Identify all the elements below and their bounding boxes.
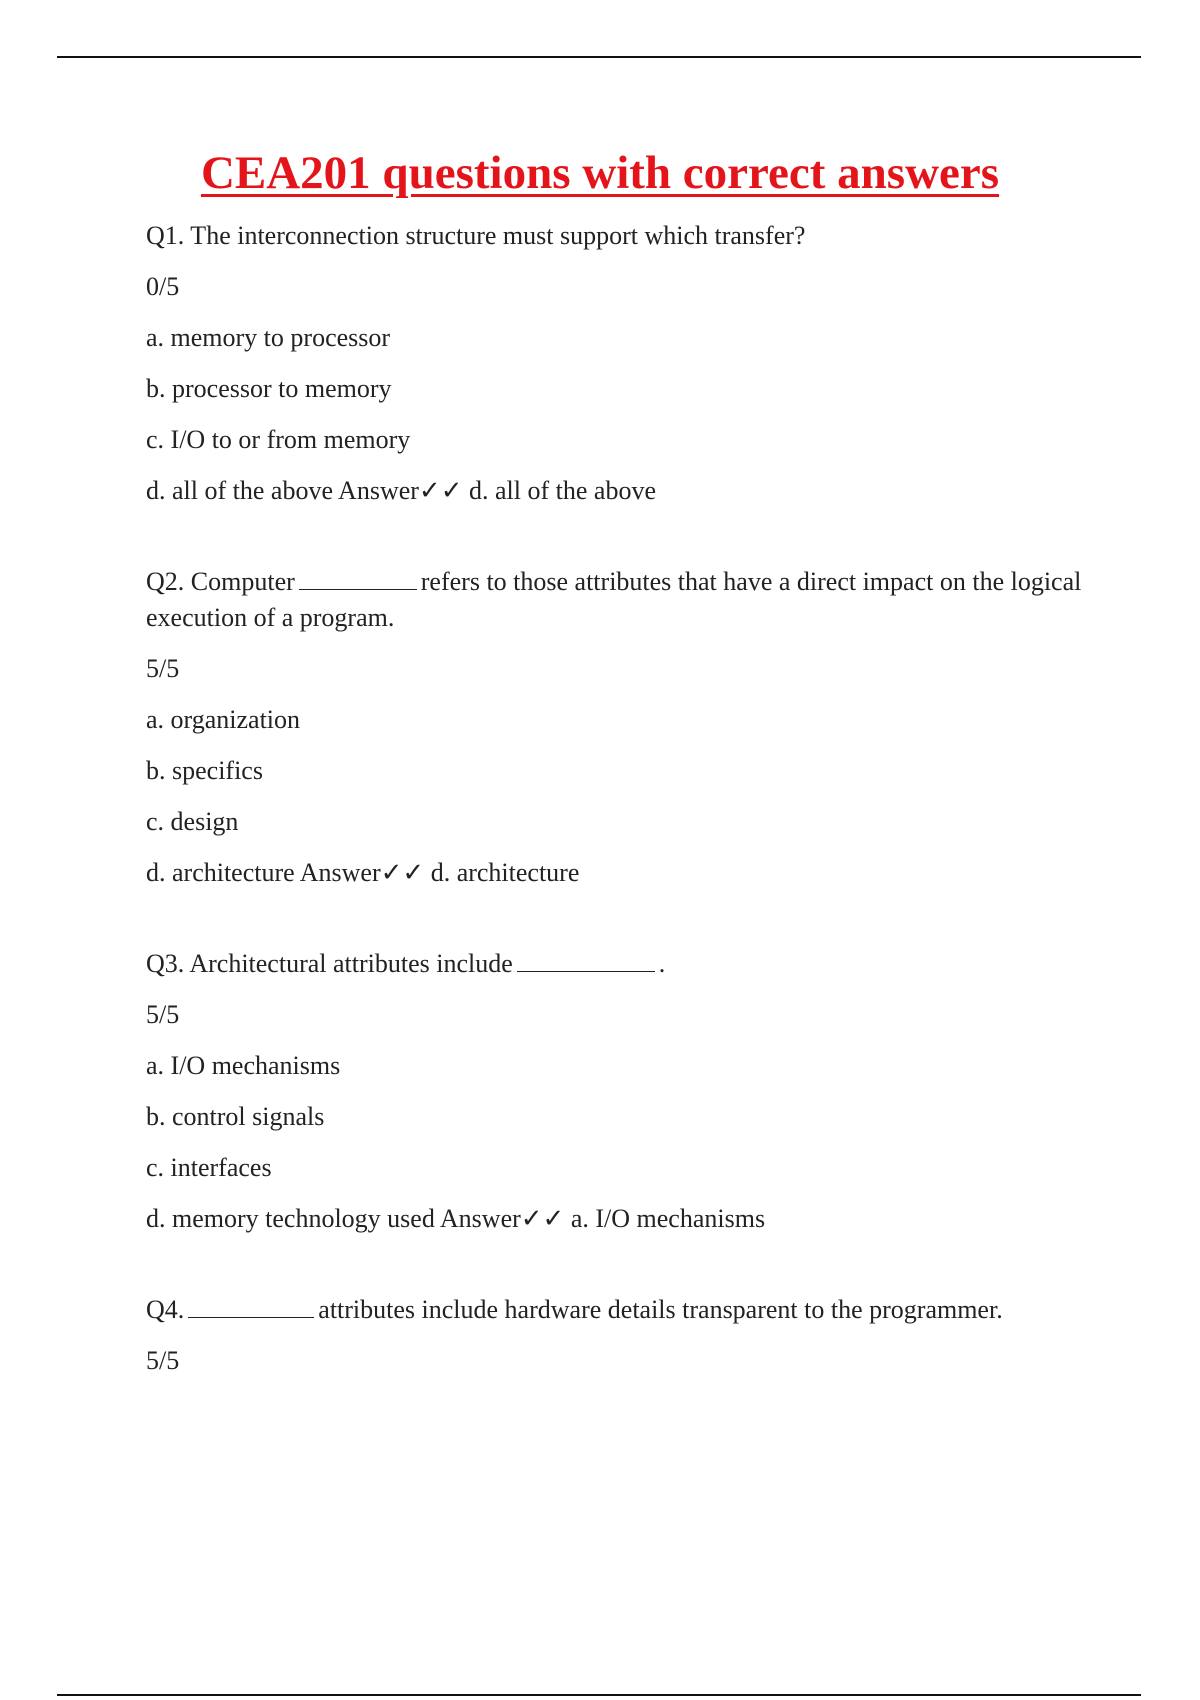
- answer-option: c. I/O to or from memory: [146, 425, 411, 454]
- prompt-end: refers to those attributes that have a direct impact on the logical execution of a program.: [146, 567, 1082, 632]
- question-list: [146, 218, 1086, 1433]
- question-4: [146, 1291, 1086, 1379]
- prompt-end: attributes include hardware details transparent to the programmer.: [318, 1295, 1003, 1324]
- prompt-start: Q3. Architectural attributes include: [146, 949, 513, 978]
- answer-option: c. design: [146, 807, 239, 836]
- answer-option: a. organization: [146, 705, 301, 734]
- answer-option: b. processor to memory: [146, 374, 392, 403]
- question-3: [146, 945, 1086, 1237]
- answer-option: d. all of the above Answer✓✓ d. all of the above: [146, 476, 656, 505]
- top-rule: [57, 56, 1141, 58]
- answer-option: b. control signals: [146, 1102, 325, 1131]
- bottom-rule: [57, 1694, 1141, 1696]
- question-score: 5/5: [146, 1000, 180, 1029]
- answer-option: c. interfaces: [146, 1153, 272, 1182]
- answer-option: d. architecture Answer✓✓ d. architecture: [146, 858, 580, 887]
- answer-option: a. memory to processor: [146, 323, 391, 352]
- question-1: [146, 218, 1086, 509]
- prompt-end: .: [658, 949, 666, 978]
- question-2: [146, 563, 1086, 891]
- answer-option: b. specifics: [146, 756, 263, 785]
- prompt-start: Q4.: [146, 1295, 185, 1324]
- fill-in-blank: [188, 1291, 314, 1318]
- answer-option: d. memory technology used Answer✓✓ a. I/O mechanisms: [146, 1204, 766, 1233]
- fill-in-blank: [299, 563, 417, 590]
- document-title: CEA201 questions with correct answers: [200, 147, 1000, 199]
- question-prompt: [146, 563, 1086, 636]
- fill-in-blank: [517, 945, 655, 972]
- question-prompt: [146, 945, 1086, 982]
- question-score: 0/5: [146, 272, 180, 301]
- question-score: 5/5: [146, 654, 180, 683]
- answer-option: a. I/O mechanisms: [146, 1051, 341, 1080]
- question-score: 5/5: [146, 1346, 180, 1375]
- prompt-start: Q2. Computer: [146, 567, 295, 596]
- question-prompt: Q1. The interconnection structure must support which transfer?: [146, 221, 806, 250]
- question-prompt: [146, 1291, 1086, 1328]
